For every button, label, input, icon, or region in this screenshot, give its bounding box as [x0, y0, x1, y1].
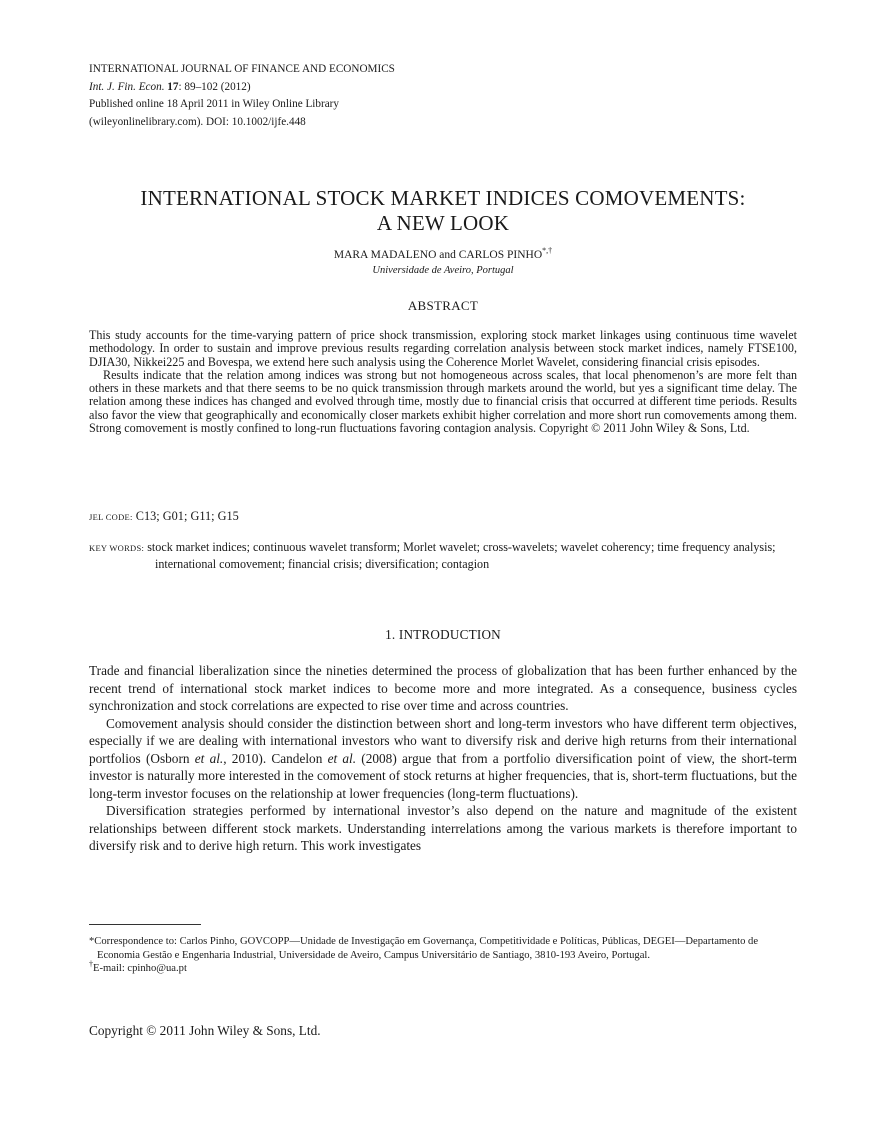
intro-paragraph-2: [89, 715, 797, 803]
journal-name: INTERNATIONAL JOURNAL OF FINANCE AND ECONOMICS: [89, 63, 395, 75]
citation-abbr: Int. J. Fin. Econ.: [89, 80, 165, 93]
published-line: Published online 18 April 2011 in Wiley Online Library: [89, 98, 339, 110]
author-names: [89, 246, 797, 261]
intro-p2-text-c: (2008) argue that from a portfolio diversification point of view, the short-term investor is naturally more interested in the comovement of stock returns at higher frequencies, that is, short-term fluctuations, but the long-term investor focuses on the relationship at lower frequencies (long-term fluctuations).: [89, 750, 797, 801]
intro-p2-etal-2: et al.: [327, 750, 357, 766]
intro-paragraph-1: Trade and financial liberalization since the nineties determined the process of globalization that has been further enhanced by the recent trend of international stock market indices to become more and more integrated. As a consequence, business cycles synchronization and stock correlations are expected to rise over time and across countries.: [89, 663, 797, 713]
abstract-paragraph-1: This study accounts for the time-varying pattern of price shock transmission, exploring stock market linkages using continuous time wavelet methodology. In order to sustain and improve previous results regarding correlation analysis between stock market indices, namely FTSE100, DJIA30, Nikkei225 and Bovespa, we extend here such analysis using the Coherence Morlet Wavelet, considering financial crisis episodes.: [89, 328, 797, 369]
footnotes: [89, 935, 797, 976]
footnote-mark-2: †: [89, 959, 93, 969]
jel-codes: [89, 509, 797, 524]
affiliation: Universidade de Aveiro, Portugal: [372, 265, 514, 276]
footnote-mark-1: *: [89, 936, 95, 947]
journal-header: [89, 61, 395, 131]
authors-text: MARA MADALENO and CARLOS PINHO: [333, 249, 543, 261]
citation-pages: : 89–102 (2012): [178, 80, 251, 93]
abstract-heading: ABSTRACT: [407, 298, 479, 313]
intro-p2-text-a: Comovement analysis should consider the distinction between short and long-term investors who have different term objectives, especially if we are dealing with international investors who want to diversify risk and derive high returns from their international portfolios (Osborn: [89, 715, 797, 766]
citation-volume: 17: [167, 80, 179, 93]
abstract-body: [89, 329, 797, 435]
keywords: [89, 539, 797, 572]
jel-label: JEL CODE:: [89, 512, 133, 522]
keywords-text: stock market indices; continuous wavelet transform; Morlet wavelet; cross-wavelets; wavelet coherency; time frequency analysis; international comovement; financial crisis; diversification; contagion: [147, 540, 776, 571]
footnote-divider: [89, 924, 201, 925]
intro-paragraph-3: Diversification strategies performed by international investor’s also depend on the nature and magnitude of the existent relationships between different stock markets. Understanding interrelations among the various markets is therefore important to diversify risk and to derive high return. This work investigates: [89, 803, 797, 853]
article-title: [89, 186, 797, 236]
section-heading-introduction: 1. INTRODUCTION: [385, 627, 501, 642]
intro-p2-text-b: , 2010). Candelon: [223, 750, 328, 766]
footnote-text-1: Correspondence to: Carlos Pinho, GOVCOPP—Unidade de Investigação em Governança, Competitividade e Políticas, Públicas, DEGEI—Departamento de Economia Gestão e Engenharia Industrial, Universidade de Aveiro, Campus Universitário de Santiago, 3810-193 Aveiro, Portugal.: [94, 936, 759, 961]
footnote-email: [89, 959, 797, 976]
intro-p2-etal-1: et al.: [194, 750, 224, 766]
introduction-body: [89, 662, 797, 855]
author-marks: *,†: [542, 246, 553, 256]
footnote-correspondence: [89, 935, 797, 962]
abstract-paragraph-2: Results indicate that the relation among indices was strong but not homogeneous across scales, that local phenomenon’s are more felt than others in these markets and that there seems to be no quick transmission through markets around the world, but yes a significant time delay. The relation among these indices has changed and evolved through time, mostly due to financial crisis that occurred at different time periods. Results also favor the view that geographically and economically closer markets exhibit higher correlation and more short run comovements among them. Strong comovement is mostly confined to long-run fluctuations favoring contagion analysis. Copyright © 2011 John Wiley & Sons, Ltd.: [89, 367, 797, 436]
copyright-notice: Copyright © 2011 John Wiley & Sons, Ltd.: [89, 1023, 321, 1038]
footnote-text-2: E-mail: cpinho@ua.pt: [93, 963, 187, 975]
keywords-label: KEY WORDS:: [89, 543, 145, 553]
doi-line: (wileyonlinelibrary.com). DOI: 10.1002/ijfe.448: [89, 115, 306, 128]
title-line-2: A NEW LOOK: [376, 211, 510, 235]
jel-values: C13; G01; G11; G15: [135, 509, 239, 523]
citation-line: [89, 79, 395, 97]
title-line-1: INTERNATIONAL STOCK MARKET INDICES COMOVEMENTS:: [140, 186, 746, 210]
